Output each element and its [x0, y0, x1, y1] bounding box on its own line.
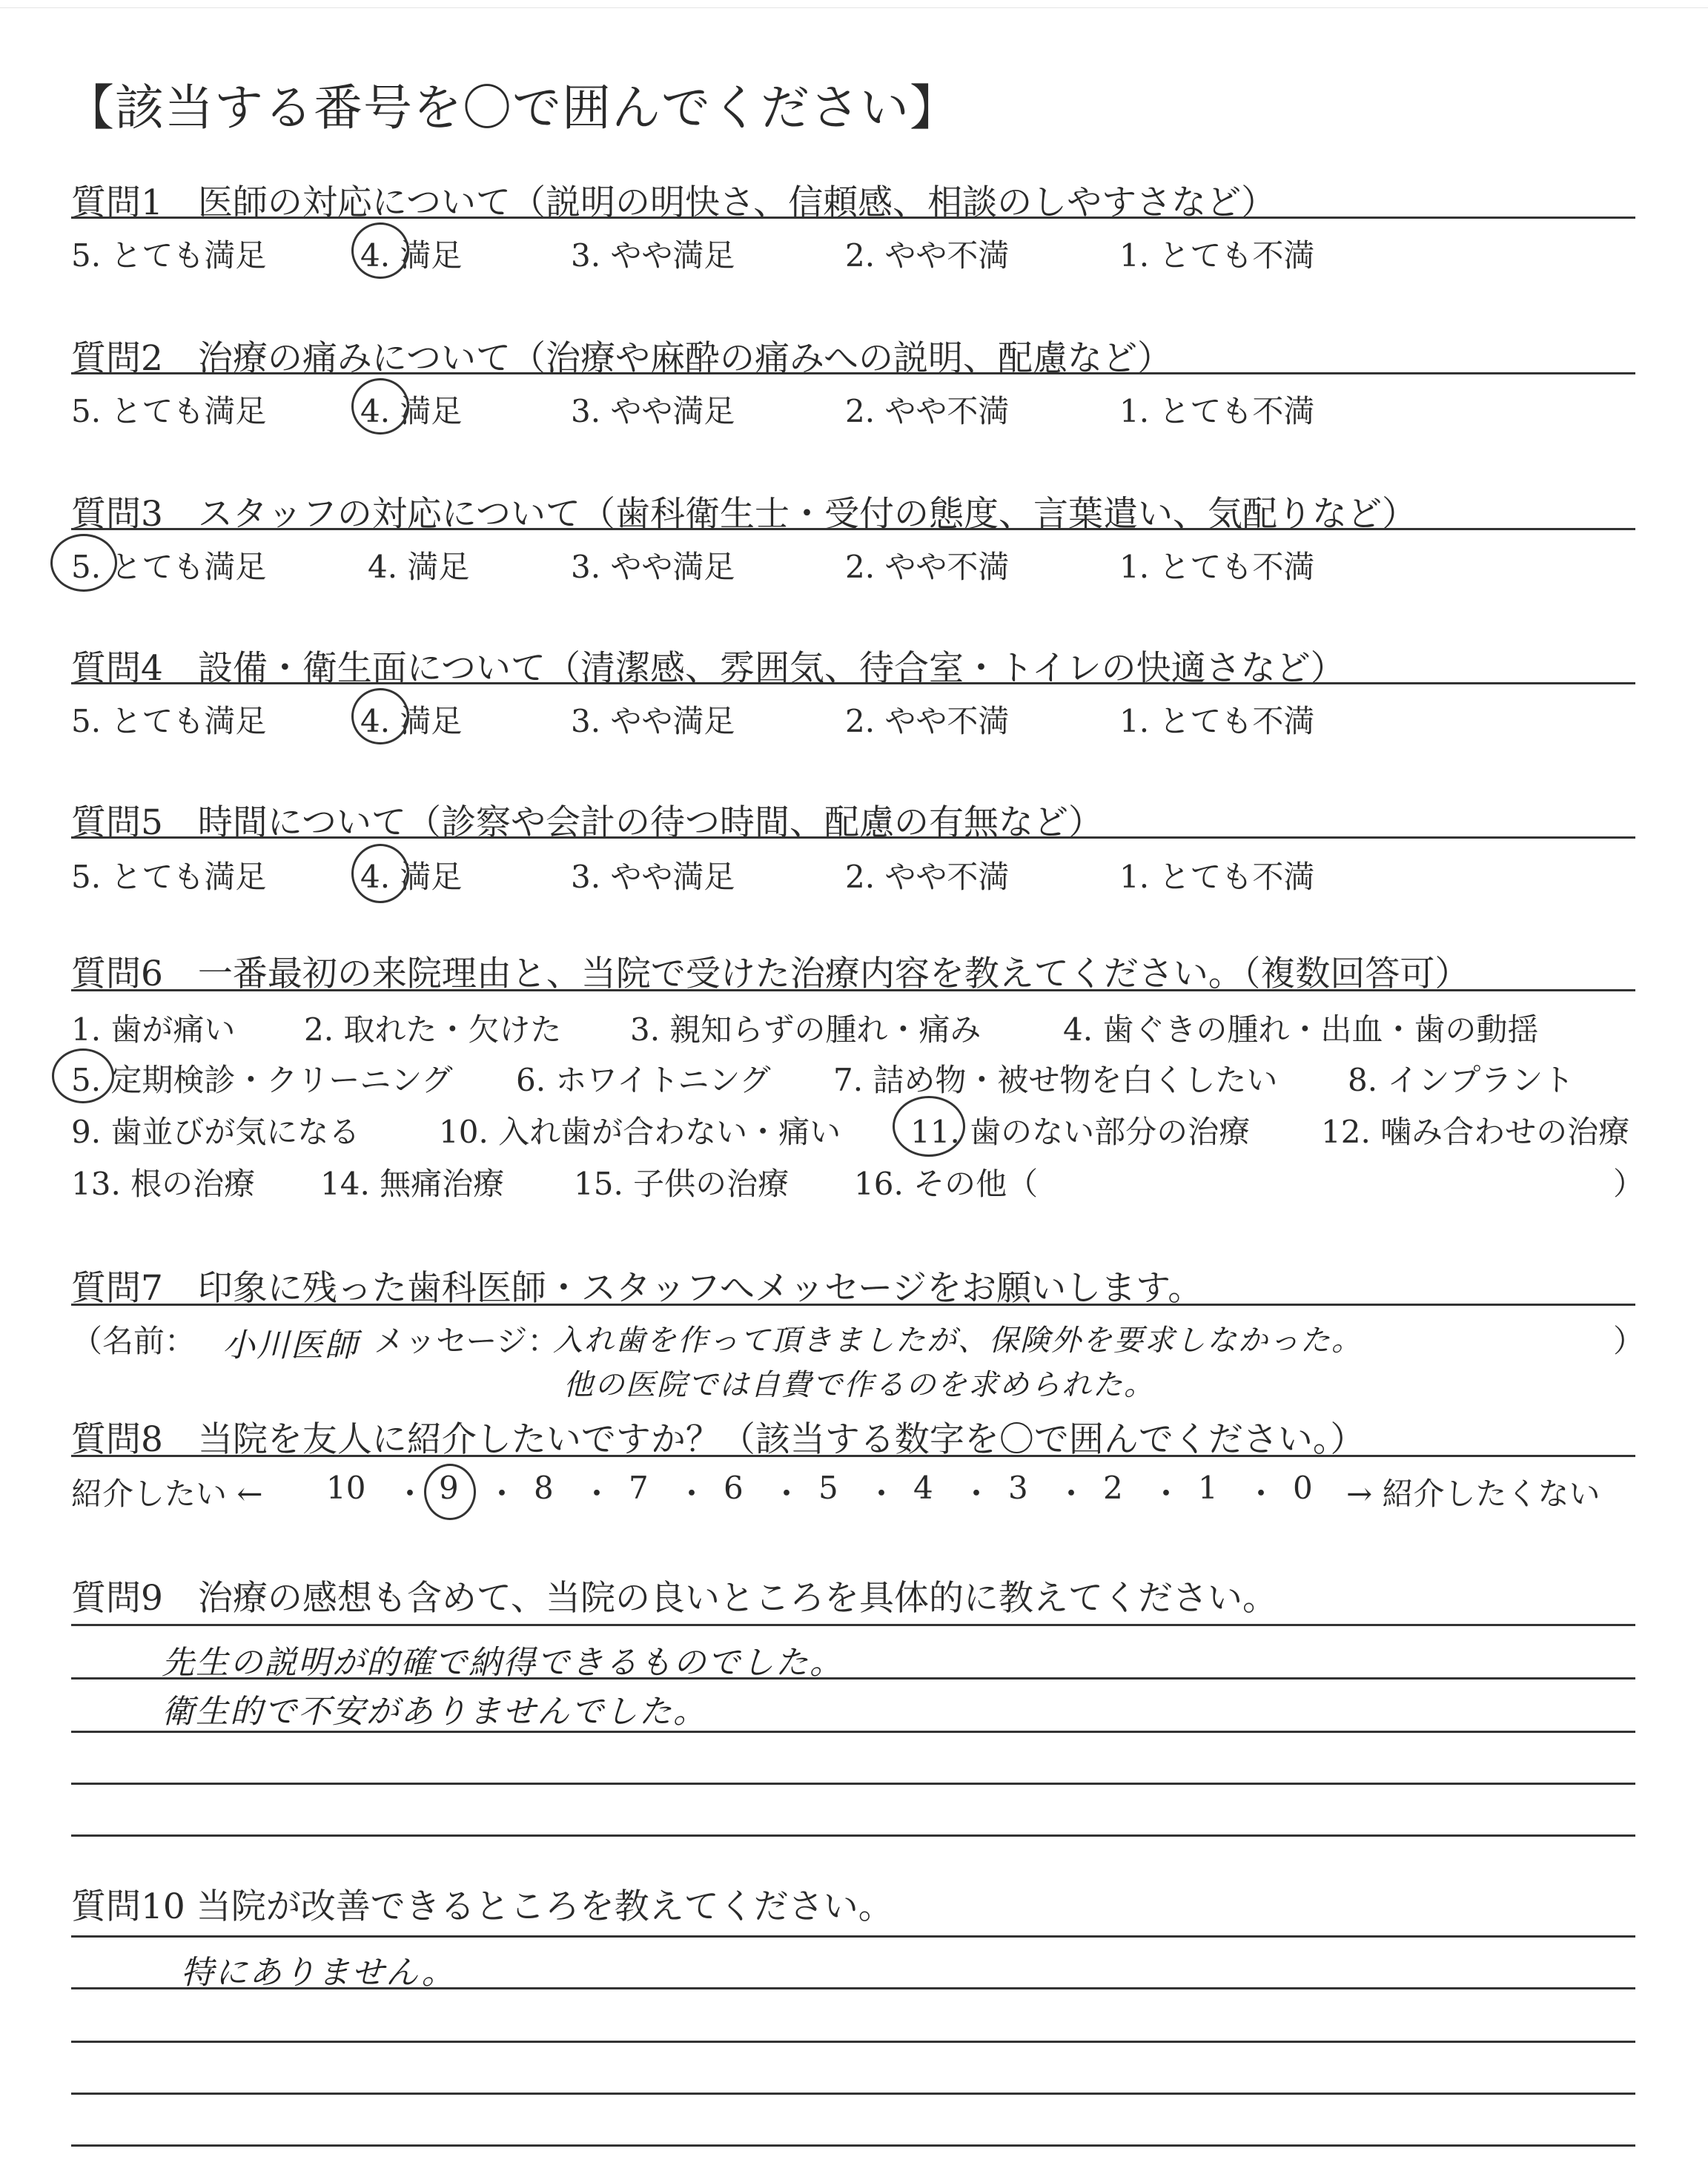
q2-option-3[interactable]: 3. やや満足 [571, 393, 735, 429]
q6-option-4[interactable]: 4. 歯ぐきの腫れ・出血・歯の動揺 [1063, 1011, 1539, 1048]
q4-title: 質問4 設備・衛生面について（清潔感、雰囲気、待合室・トイレの快適さなど） [71, 648, 1345, 689]
q3-option-3[interactable]: 3. やや満足 [571, 549, 735, 585]
q8-left-label: 紹介したい ← [71, 1476, 263, 1512]
q8-scale-sep: ・ [486, 1476, 518, 1512]
q5-option-2[interactable]: 2. やや不満 [845, 859, 1010, 895]
q6-option-10[interactable]: 10. 入れ歯が合わない・痛い [439, 1114, 841, 1150]
q7-title: 質問7 印象に残った歯科医師・スタッフへメッセージをお願いします。 [71, 1268, 1203, 1309]
q8-scale-sep: ・ [961, 1476, 993, 1512]
q6-option-9[interactable]: 9. 歯並びが気になる [71, 1114, 360, 1150]
q6-option-14[interactable]: 14. 無痛治療 [320, 1166, 505, 1202]
q7-name-value[interactable]: 小川医師 [222, 1327, 359, 1364]
q2-option-4[interactable]: 4. 満足 [360, 393, 463, 429]
q8-scale-sep: ・ [676, 1476, 708, 1512]
q4-option-3[interactable]: 3. やや満足 [571, 703, 735, 739]
q6-answer-circle-5 [52, 1048, 114, 1103]
q6-option-15[interactable]: 15. 子供の治療 [574, 1166, 790, 1202]
q1-option-3[interactable]: 3. やや満足 [571, 237, 735, 274]
q1-answer-circle [351, 222, 409, 279]
q9-answer-line-2 [71, 1677, 1635, 1680]
q8-scale-0[interactable]: 0 [1293, 1470, 1313, 1506]
q5-option-5[interactable]: 5. とても満足 [71, 859, 267, 895]
q9-answer-line-4 [71, 1783, 1635, 1785]
q3-answer-circle [50, 534, 117, 592]
q5-option-1[interactable]: 1. とても不満 [1119, 859, 1315, 895]
q8-scale-5[interactable]: 5 [818, 1470, 838, 1506]
q6-option-7[interactable]: 7. 詰め物・被せ物を白くしたい [833, 1062, 1278, 1098]
q6-option-8[interactable]: 8. インプラント [1348, 1062, 1575, 1098]
q3-option-2[interactable]: 2. やや不満 [845, 549, 1010, 585]
q8-rule [71, 1455, 1635, 1457]
q4-option-5[interactable]: 5. とても満足 [71, 703, 267, 739]
q8-right-label: → 紹介したくない [1346, 1476, 1601, 1512]
q9-answer-line-3 [71, 1731, 1635, 1733]
q6-option-5[interactable]: 5. 定期検診・クリーニング [71, 1062, 453, 1098]
q5-rule [71, 836, 1635, 839]
q8-scale-3[interactable]: 3 [1008, 1470, 1028, 1506]
q6-option-3[interactable]: 3. 親知らずの腫れ・痛み [630, 1011, 982, 1048]
q10-answer-line-1 [71, 1935, 1635, 1938]
q8-scale-sep: ・ [394, 1476, 426, 1512]
q8-scale-8[interactable]: 8 [534, 1470, 554, 1506]
q6-option-2[interactable]: 2. 取れた・欠けた [304, 1011, 562, 1048]
q8-answer-circle [424, 1464, 476, 1520]
q7-rule [71, 1304, 1635, 1306]
q2-option-1[interactable]: 1. とても不満 [1119, 393, 1315, 429]
q3-option-1[interactable]: 1. とても不満 [1119, 549, 1315, 585]
q4-option-1[interactable]: 1. とても不満 [1119, 703, 1315, 739]
q3-rule [71, 528, 1635, 530]
q10-answer-line-2 [71, 1987, 1635, 1989]
q6-option-6[interactable]: 6. ホワイトニング [516, 1062, 771, 1098]
page-title: 【該当する番号を〇で囲んでください】 [65, 79, 959, 136]
q5-answer-circle [351, 844, 409, 903]
q9-answer-text-2[interactable]: 衛生的で不安がありませんでした。 [162, 1693, 707, 1731]
q1-option-4[interactable]: 4. 満足 [360, 237, 463, 274]
q6-title: 質問6 一番最初の来院理由と、当院で受けた治療内容を教えてください。（複数回答可） [71, 954, 1470, 994]
q7-message-line1[interactable]: 入れ歯を作って頂きましたが、保険外を要求しなかった。 [553, 1324, 1363, 1358]
q4-answer-circle [351, 688, 409, 744]
q6-option-16[interactable]: 16. その他（ [854, 1166, 1039, 1202]
q2-rule [71, 372, 1635, 374]
q2-answer-circle [351, 378, 409, 435]
q8-title: 質問8 当院を友人に紹介したいですか？（該当する数字を〇で囲んでください。） [71, 1419, 1366, 1460]
q8-scale-9[interactable]: 9 [439, 1470, 459, 1506]
q1-option-1[interactable]: 1. とても不満 [1119, 237, 1315, 274]
q2-title: 質問2 治療の痛みについて（治療や麻酔の痛みへの説明、配慮など） [71, 338, 1173, 379]
q5-option-4[interactable]: 4. 満足 [360, 859, 463, 895]
q9-answer-text-1[interactable]: 先生の説明が的確で納得できるものでした。 [162, 1644, 844, 1682]
q4-option-4[interactable]: 4. 満足 [360, 703, 463, 739]
scan-edge [0, 0, 1708, 8]
q8-scale-sep: ・ [1056, 1476, 1088, 1512]
q10-title: 質問10 当院が改善できるところを教えてください。 [71, 1886, 893, 1927]
q9-answer-line-5 [71, 1834, 1635, 1837]
q4-option-2[interactable]: 2. やや不満 [845, 703, 1010, 739]
q8-scale-sep: ・ [771, 1476, 803, 1512]
q1-title: 質問1 医師の対応について（説明の明快さ、信頼感、相談のしやすさなど） [71, 182, 1277, 223]
q3-option-5[interactable]: 5. とても満足 [71, 549, 267, 585]
q10-answer-line-5 [71, 2144, 1635, 2147]
q8-scale-sep: ・ [1245, 1476, 1277, 1512]
q6-option-11[interactable]: 11. 歯のない部分の治療 [910, 1114, 1251, 1150]
q8-scale-1[interactable]: 1 [1198, 1470, 1218, 1506]
q6-rule [71, 989, 1635, 991]
q9-title: 質問9 治療の感想も含めて、当院の良いところを具体的に教えてください。 [71, 1578, 1277, 1619]
q6-answer-circle-11 [893, 1096, 965, 1157]
q10-answer-text-1[interactable]: 特にありません。 [181, 1954, 456, 1992]
q1-option-2[interactable]: 2. やや不満 [845, 237, 1010, 274]
q2-option-5[interactable]: 5. とても満足 [71, 393, 267, 429]
q8-scale-10[interactable]: 10 [326, 1470, 366, 1506]
q8-scale-7[interactable]: 7 [629, 1470, 649, 1506]
q8-scale-4[interactable]: 4 [913, 1470, 933, 1506]
q7-name-label: （名前： [71, 1323, 196, 1359]
q4-rule [71, 682, 1635, 684]
q1-option-5[interactable]: 5. とても満足 [71, 237, 267, 274]
q8-scale-sep: ・ [1151, 1476, 1182, 1512]
q8-scale-2[interactable]: 2 [1103, 1470, 1123, 1506]
q6-option-13[interactable]: 13. 根の治療 [71, 1166, 256, 1202]
q7-message-label: メッセージ： [374, 1323, 559, 1359]
q8-scale-sep: ・ [866, 1476, 898, 1512]
q8-scale-6[interactable]: 6 [724, 1470, 744, 1506]
q6-other-close: ） [1613, 1166, 1645, 1202]
q6-option-1[interactable]: 1. 歯が痛い [71, 1011, 236, 1048]
q1-rule [71, 217, 1635, 219]
q3-title: 質問3 スタッフの対応について（歯科衛生士・受付の態度、言葉遣い、気配りなど） [71, 494, 1417, 535]
q5-option-3[interactable]: 3. やや満足 [571, 859, 735, 895]
q5-title: 質問5 時間について（診察や会計の待つ時間、配慮の有無など） [71, 802, 1103, 843]
q3-option-4[interactable]: 4. 満足 [368, 549, 470, 585]
q10-answer-line-3 [71, 2041, 1635, 2043]
q7-close-paren: ） [1613, 1323, 1645, 1359]
q9-answer-line-1 [71, 1624, 1635, 1626]
q6-option-12[interactable]: 12. 噛み合わせの治療 [1321, 1114, 1630, 1150]
q8-scale-sep: ・ [581, 1476, 613, 1512]
q10-answer-line-4 [71, 2093, 1635, 2095]
q7-message-line2[interactable]: 他の医院では自費で作るのを求められた。 [563, 1368, 1155, 1402]
q2-option-2[interactable]: 2. やや不満 [845, 393, 1010, 429]
